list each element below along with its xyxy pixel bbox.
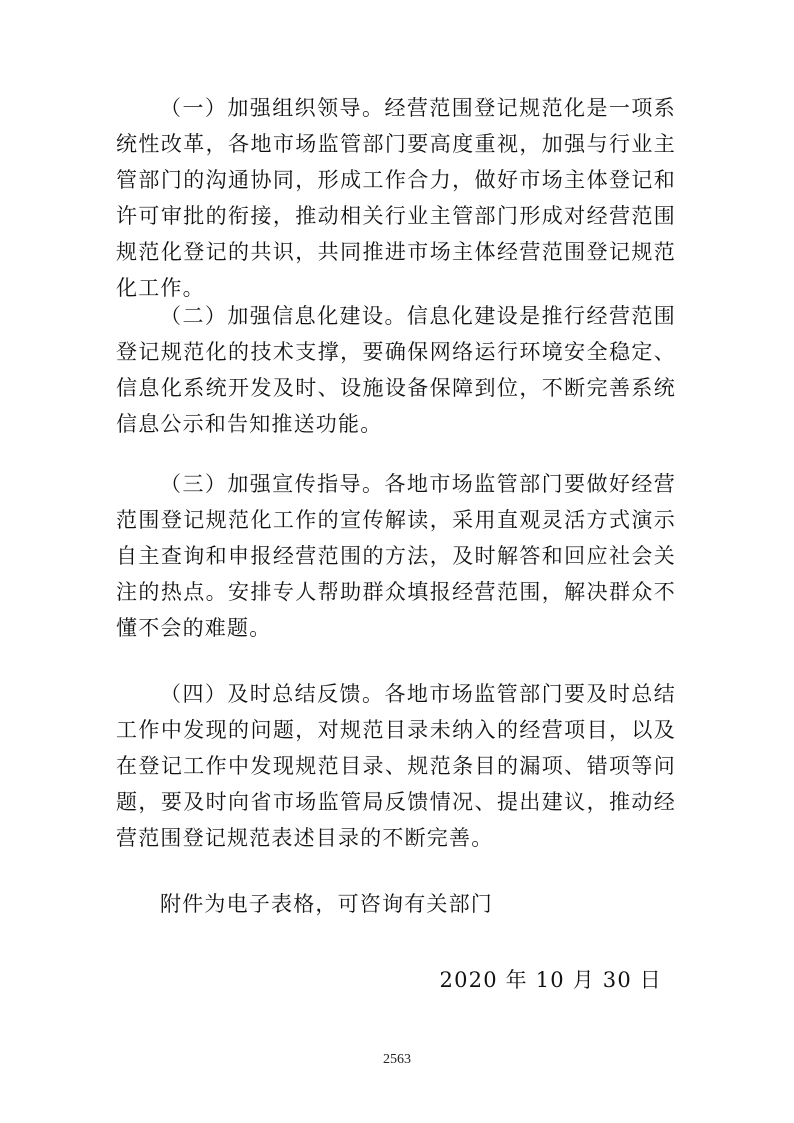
paragraph-summary-feedback: （四）及时总结反馈。各地市场监管部门要及时总结工作中发现的问题，对规范目录未纳入的经营项目，以及在登记工作中发现规范目录、规范条目的漏项、错项等问题，要及时向省市场监管局反馈情况、提出建议，推动经营范围登记规范表述目录的不断完善。	[116, 682, 676, 850]
paragraph-organization-leadership: （一）加强组织领导。经营范围登记规范化是一项系统性改革，各地市场监管部门要高度重视，加强与行业主管部门的沟通协同，形成工作合力，做好市场主体登记和许可审批的衔接，推动相关行业主管部门形成对经营范围规范化登记的共识，共同推进市场主体经营范围登记规范化工作。	[116, 96, 676, 300]
paragraph-informatization: （二）加强信息化建设。信息化建设是推行经营范围登记规范化的技术支撑，要确保网络运行环境安全稳定、信息化系统开发及时、设施设备保障到位，不断完善系统信息公示和告知推送功能。	[116, 304, 676, 436]
paragraph-attachment-note: 附件为电子表格，可咨询有关部门	[160, 892, 493, 916]
page-number: 2563	[383, 1052, 411, 1067]
paragraph-publicity-guidance: （三）加强宣传指导。各地市场监管部门要做好经营范围登记规范化工作的宣传解读，采用直观灵活方式演示自主查询和申报经营范围的方法，及时解答和回应社会关注的热点。安排专人帮助群众填报经营范围，解决群众不懂不会的难题。	[116, 472, 676, 640]
document-date: 2020 年 10 月 30 日	[439, 968, 662, 992]
